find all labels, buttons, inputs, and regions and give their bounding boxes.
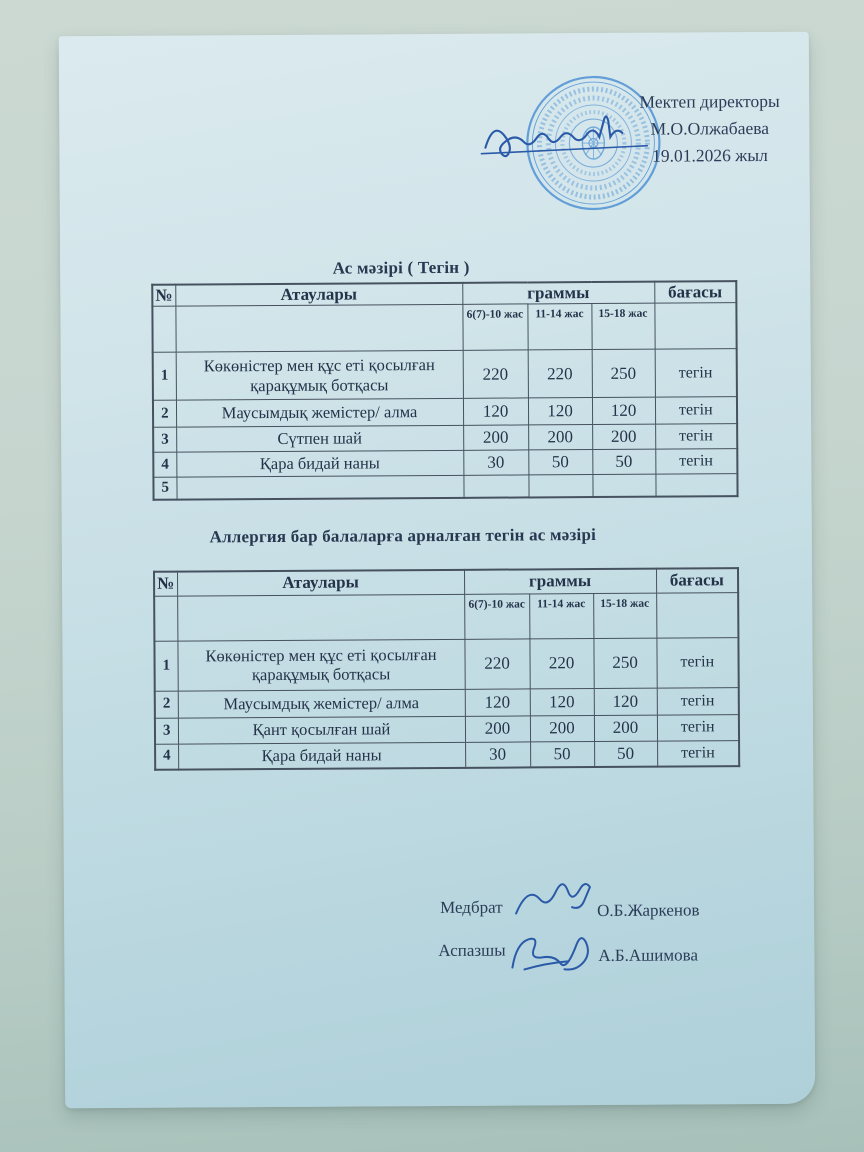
- menu1-table: [151, 280, 738, 500]
- col-name: Атаулары: [177, 570, 464, 596]
- approval-title: Мектеп директоры: [639, 90, 780, 112]
- paper-sheet: [59, 32, 816, 1109]
- signature-name-medbrat: О.Б.Жаркенов: [597, 900, 700, 921]
- menu2-title: Аллергия бар балаларға арналған тегін ас мәзірі: [209, 525, 597, 547]
- col-price: бағасы: [654, 281, 736, 303]
- age-group-1: 6(7)-10 жас: [464, 593, 529, 638]
- age-group-2: 11-14 жас: [529, 593, 593, 638]
- col-name: Атаулары: [175, 283, 462, 306]
- col-price: бағасы: [656, 568, 738, 593]
- age-group-2: 11-14 жас: [527, 304, 591, 350]
- table-row: 2 Маусымдық жемістер/ алма 120 120 120 тегін: [153, 397, 737, 428]
- approval-date: 19.01.2026 жыл: [652, 144, 768, 166]
- table-row: 3 Қант қосылған шай 200 200 200 тегін: [155, 714, 739, 744]
- signature-role-medbrat: Медбрат: [440, 897, 503, 917]
- table-row: 1 Көкөністер мен құс еті қосылған қарақұмық ботқасы 220 220 250 тегін: [154, 637, 738, 691]
- table-row: 5: [153, 474, 737, 500]
- table-row: 2 Маусымдық жемістер/ алма 120 120 120 тегін: [155, 687, 739, 718]
- table-row: 3 Сүтпен шай 200 200 200 тегін: [153, 424, 737, 453]
- menu1-age-row: [152, 303, 736, 353]
- menu2-header-row: [154, 568, 738, 596]
- col-num: №: [154, 572, 177, 596]
- menu1-title: Ас мәзірі ( Тегін ): [332, 257, 470, 278]
- table-row: 4 Қара бидай наны 30 50 50 тегін: [153, 449, 737, 478]
- menu2-age-row: [154, 592, 738, 641]
- col-grams: граммы: [464, 569, 656, 594]
- signature-role-aspazshy: Аспазшы: [438, 940, 506, 960]
- age-group-3: 15-18 жас: [593, 593, 656, 638]
- approval-name: М.О.Олжабаева: [650, 117, 770, 139]
- col-grams: граммы: [462, 282, 654, 305]
- table-row: 1 Көкөністер мен құс еті қосылған қарақұмық ботқасы 220 220 250 тегін: [153, 349, 737, 401]
- col-num: №: [152, 285, 175, 307]
- director-signature: [479, 105, 664, 168]
- menu2-table: [153, 567, 740, 771]
- age-group-1: 6(7)-10 жас: [462, 304, 527, 350]
- signature-name-aspazshy: А.Б.Ашимова: [598, 945, 699, 966]
- age-group-3: 15-18 жас: [591, 303, 654, 349]
- table-row: 4 Қара бидай наны 30 50 50 тегін: [155, 740, 739, 770]
- aspazshy-signature: [504, 917, 602, 984]
